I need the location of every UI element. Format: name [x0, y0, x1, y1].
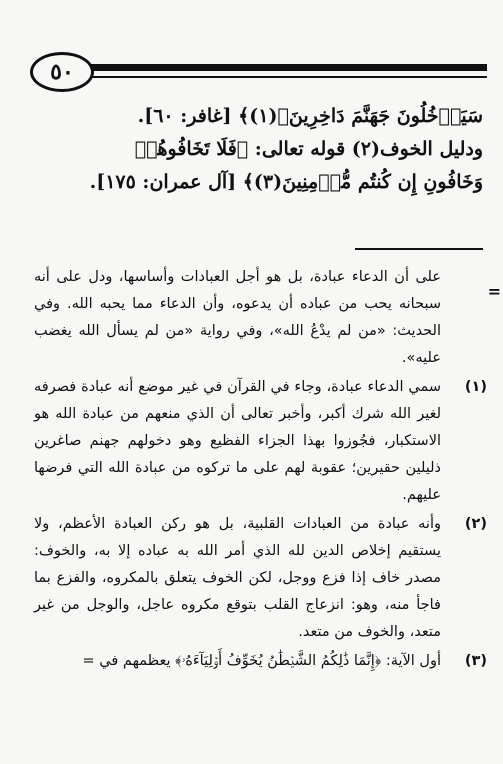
header-rule-thick [70, 64, 487, 71]
main-text [28, 100, 483, 199]
main-line-1: سَيَدۡخُلُونَ جَهَنَّمَ دَاخِرِينَ﴿(١)﴾ [غافر: ٦٠]. [137, 105, 483, 127]
footnote-continuation: على أن الدعاء عبادة، بل هو أجل العبادات وأساسها، ودل على أنه سبحانه يحب من عباده أن يدعوه، وأن الدعاء مما يحبه الله. وفي الحديث: «من لم يدْعُ الله»، وفي رواية «من لم يسأل الله يغضب عليه». [34, 269, 441, 366]
header-rule-thin [70, 76, 487, 78]
main-line-3: وَخَافُونِ إِن كُنتُم مُّؤۡمِنِينَ(٣)﴾ [آل عمران: ١٧٥]. [89, 171, 483, 193]
main-line-2: ودليل الخوف(٢) قوله تعالى: ﴿فَلَا تَخَافُوهُمۡ [134, 138, 483, 160]
page-number-badge [30, 52, 94, 92]
footnote-2-text: وأنه عبادة من العبادات القلبية، بل هو ركن العبادة الأعظم، ولا يستقيم إخلاص الدين لله الذي أمر الله به عباده إلا به، والخوف: مصدر خاف إذا فزع ووجل، لكن الخوف يتعلق بالمكروه، والفزع بما فاجأ منه، وهو: انزعاج القلب بتوقع مكروه عاجل، والوجل من غير متعد، والخوف من متعد. [34, 516, 441, 640]
footnote-3-number: (٣) [464, 653, 487, 669]
footnote-3 [34, 648, 487, 675]
footnote-1-text: سمي الدعاء عبادة، وجاء في القرآن في غير موضع أنه عبادة فصرفه لغير الله شرك أكبر، وأخبر تعالى أن الذي منعهم من عبادة الله هو الاستكبار، فجُوزوا بهذا الجزاء الفظيع وهو دخولهم جهنم صاغرين ذليلين حقيرين؛ عقوبة لهم على ما تركوه من عبادة الله التي فرضها عليهم. [34, 379, 441, 503]
continuation-mark-top: = [487, 282, 501, 301]
footnote-1-number: (١) [464, 379, 487, 395]
footnote-separator [355, 248, 483, 250]
footnotes [34, 264, 487, 677]
footnote-1 [34, 374, 487, 509]
footnote-2-number: (٢) [464, 516, 487, 532]
footnote-3-text: أول الآية: ﴿إِنَّمَا ذَٰلِكُمُ الشَّيۡطَٰنُ يُخَوِّفُ أَوۡلِيَآءَهُۥ﴾ يعظمهم في = [82, 653, 441, 669]
page-number: ٥٠ [50, 59, 74, 85]
footnote-2 [34, 511, 487, 646]
